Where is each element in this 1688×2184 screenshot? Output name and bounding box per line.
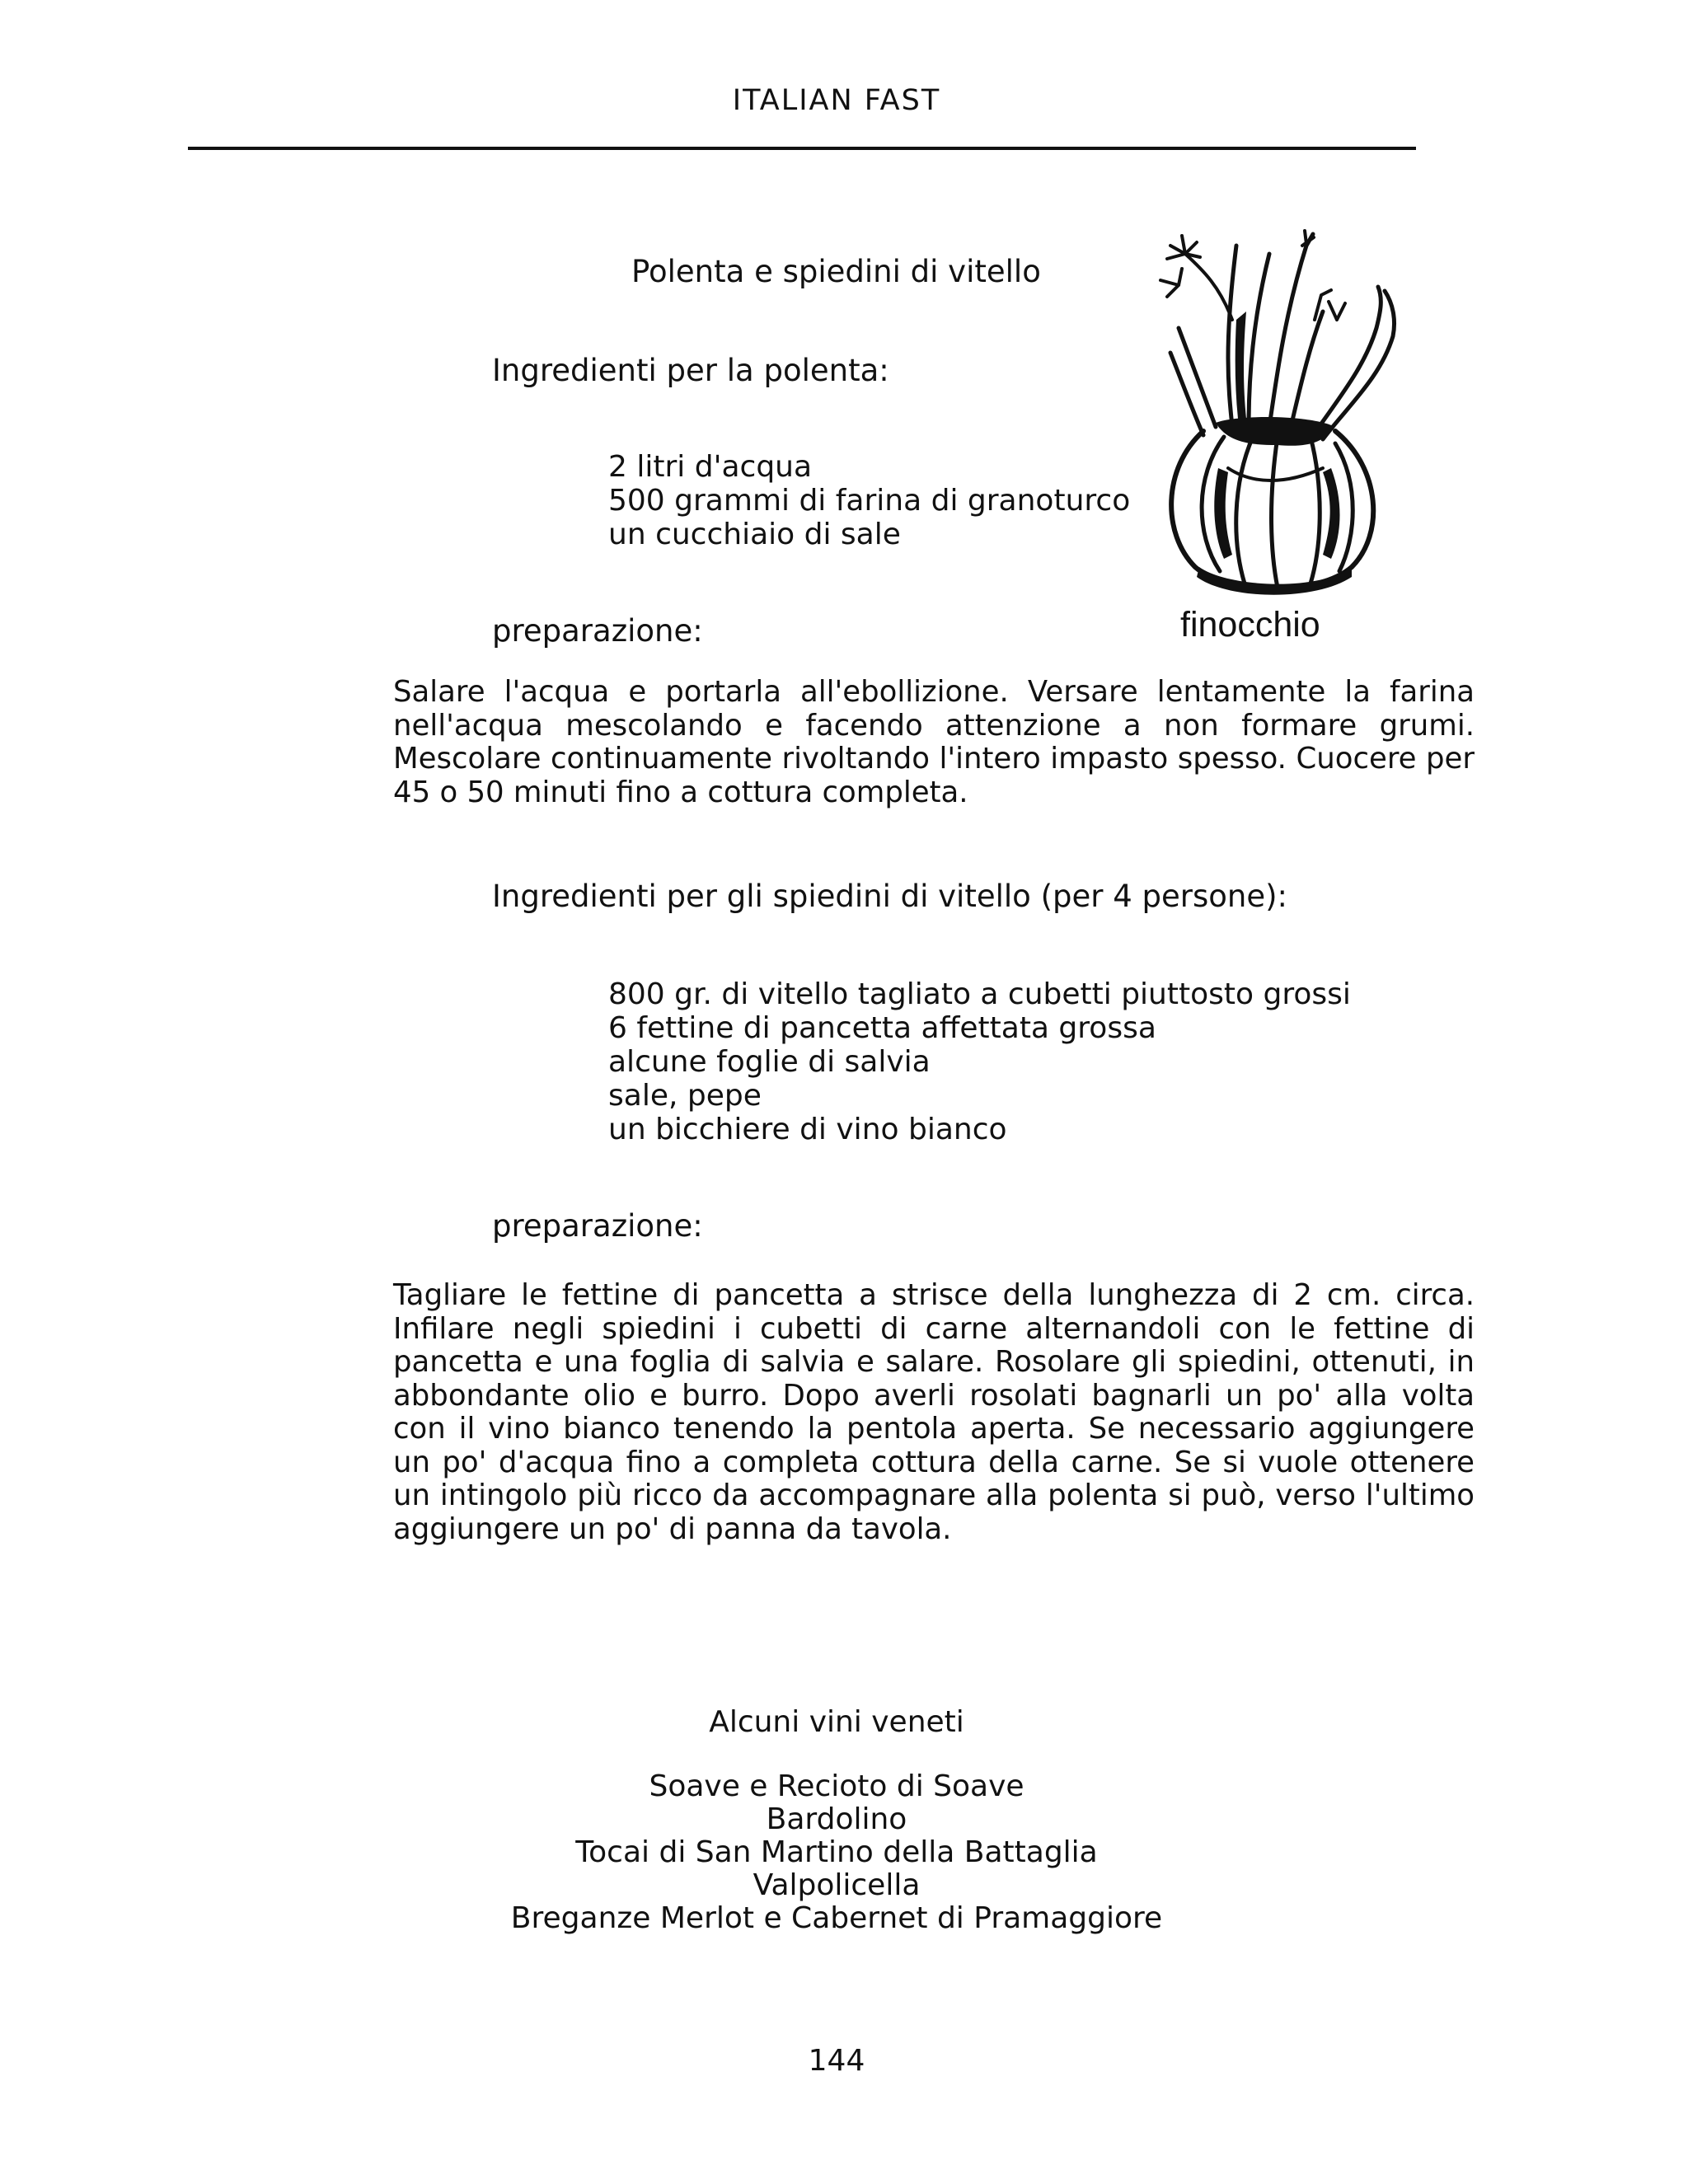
wines-list <box>0 1770 1673 1935</box>
list-item: un bicchiere di vino bianco <box>608 1113 1007 1146</box>
running-head: ITALIAN FAST <box>732 84 941 117</box>
list-item: un cucchiaio di sale <box>608 518 901 551</box>
page-number: 144 <box>808 2044 865 2078</box>
recipe-title: Polenta e spiedini di vitello <box>631 254 1041 289</box>
header-rule <box>188 147 1416 150</box>
spiedini-instructions: Tagliare le fettine di pancetta a strisce della lunghezza di 2 cm. circa. Infilare negli spiedini i cubetti di carne alternandoli con le fettine di pancetta e una foglia di salvia e salare. Rosolare gli spiedini, ottenuti, in abbondante olio e burro. Dopo averli rosolati bagnarli un po' alla volta con il vino bianco tenendo la pentola aperta. Se necessario aggiungere un po' d'acqua fino a completa cottura della carne. Se si vuole ottenere un intingolo più ricco da accompagnare alla polenta si può, verso l'ultimo aggiungere un po' di panna da tavola. <box>393 1278 1475 1546</box>
polenta-instructions: Salare l'acqua e portarla all'ebollizione. Versare lentamente la farina nell'acqua mescolando e facendo attenzione a non formare grumi. Mescolare continuamente rivoltando l'intero impasto spesso. Cuocere per 45 o 50 minuti fino a cottura completa. <box>393 675 1475 809</box>
spiedini-ingredient-list <box>608 977 1351 1146</box>
list-item: Breganze Merlot e Cabernet di Pramaggiore <box>510 1901 1163 1935</box>
list-item: Bardolino <box>766 1802 907 1836</box>
list-item: Valpolicella <box>753 1868 921 1902</box>
list-item: 800 gr. di vitello tagliato a cubetti piuttosto grossi <box>608 977 1351 1011</box>
list-item: 2 litri d'acqua <box>608 450 813 484</box>
illustration-caption: finocchio <box>1180 605 1320 644</box>
list-item: sale, pepe <box>608 1079 762 1113</box>
list-item: Soave e Recioto di Soave <box>649 1769 1025 1803</box>
list-item: 6 fettine di pancetta affettata grossa <box>608 1011 1156 1045</box>
list-item: Tocai di San Martino della Battaglia <box>575 1835 1098 1869</box>
polenta-ingredients-heading: Ingredienti per la polenta: <box>492 353 889 388</box>
wines-heading: Alcuni vini veneti <box>709 1705 964 1739</box>
polenta-ingredient-list <box>608 450 1130 551</box>
fennel-illustration <box>1146 221 1418 598</box>
list-item: 500 grammi di farina di granoturco <box>608 484 1131 518</box>
list-item: alcune foglie di salvia <box>608 1045 931 1079</box>
polenta-preparation-heading: preparazione: <box>492 613 703 649</box>
spiedini-preparation-heading: preparazione: <box>492 1208 703 1244</box>
spiedini-ingredients-heading: Ingredienti per gli spiedini di vitello (per 4 persone): <box>492 879 1288 914</box>
